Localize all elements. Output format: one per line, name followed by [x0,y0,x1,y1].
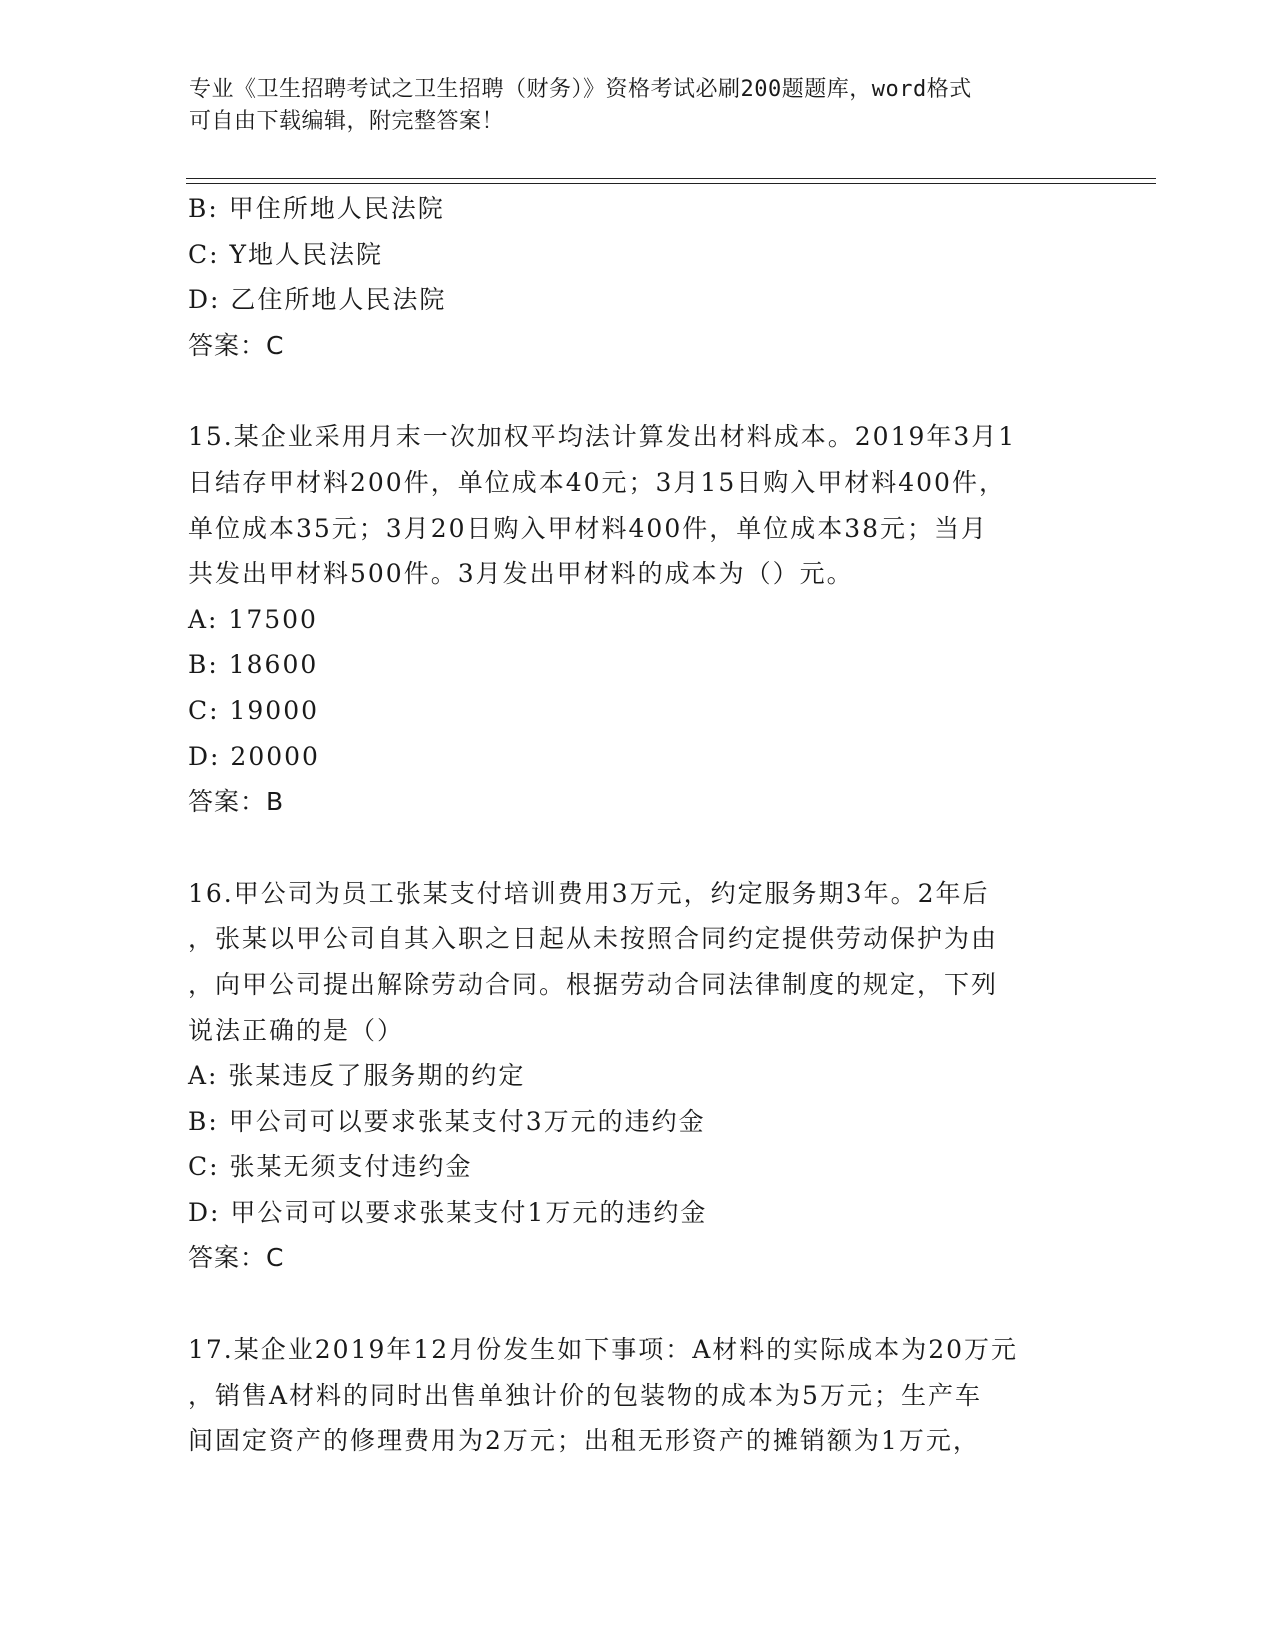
answer-line: 答案：B [188,787,285,817]
question-text-line: 共发出甲材料500件。3月发出甲材料的成本为（）元。 [188,559,854,589]
question-text-line: 16.甲公司为员工张某支付培训费用3万元，约定服务期3年。2年后 [188,878,990,908]
header-title-line-1: 专业《卫生招聘考试之卫生招聘（财务）》资格考试必刷200题题库，word格式 [189,77,972,102]
option-b: B: 甲住所地人民法院 [188,194,445,223]
question-text-line: 单位成本35元；3月20日购入甲材料400件，单位成本38元；当月 [188,513,989,543]
answer-line: 答案：C [188,330,285,360]
question-text-line: 17.某企业2019年12月份发生如下事项：A材料的实际成本为20万元 [188,1335,1019,1365]
question-16 [188,871,1088,1281]
option-c: C: Y地人民法院 [188,239,384,269]
answer-line: 答案：C [188,1243,285,1273]
option-c: C: 张某无须支付违约金 [188,1152,473,1182]
header-title-line-2: 可自由下载编辑，附完整答案！ [189,109,505,134]
option-b: B: 甲公司可以要求张某支付3万元的违约金 [188,1106,706,1136]
question-text-line: ，向甲公司提出解除劳动合同。根据劳动合同法律制度的规定，下列 [188,969,999,999]
question-15 [188,414,1088,824]
question-text-line: 说法正确的是（） [188,1015,405,1045]
question-text-line: 15.某企业采用月末一次加权平均法计算发出材料成本。2019年3月1 [188,422,1017,452]
question-17 [188,1327,1088,1464]
question-text-line: 日结存甲材料200件，单位成本40元；3月15日购入甲材料400件， [188,467,1006,497]
option-b: B: 18600 [188,650,319,680]
option-d: D: 乙住所地人民法院 [188,285,447,315]
option-d: D: 甲公司可以要求张某支付1万元的违约金 [188,1197,708,1227]
question-text-line: ，张某以甲公司自其入职之日起从未按照合同约定提供劳动保护为由 [188,924,999,954]
question-text-line: ，销售A材料的同时出售单独计价的包装物的成本为5万元；生产车 [188,1380,982,1410]
page-header [189,74,1089,138]
question-content [188,186,1088,1464]
option-a: A: 17500 [188,604,318,634]
question-14-tail [188,186,1088,368]
header-divider [186,178,1156,184]
option-c: C: 19000 [188,695,320,725]
option-d: D: 20000 [188,741,320,771]
question-text-line: 间固定资产的修理费用为2万元；出租无形资产的摊销额为1万元， [188,1426,980,1456]
option-a: A: 张某违反了服务期的约定 [188,1061,526,1091]
